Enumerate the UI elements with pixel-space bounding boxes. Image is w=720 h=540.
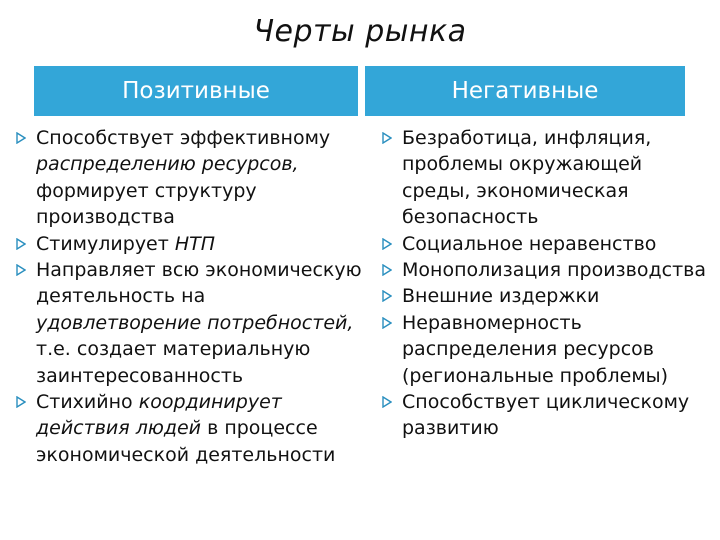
negative-item — [380, 231, 716, 257]
positive-header: Позитивные — [34, 66, 358, 116]
positive-item — [14, 389, 364, 468]
positive-item-text: Направляет всю экономическую деятельность на — [36, 259, 362, 308]
positive-list — [14, 125, 364, 468]
negative-item — [380, 389, 716, 442]
positive-item — [14, 125, 364, 231]
triangle-bullet-icon — [382, 283, 396, 309]
positive-item-text: формирует структуру производства — [36, 179, 257, 229]
triangle-bullet-icon — [382, 389, 396, 415]
negative-item-text: Безработица, инфляция, проблемы окружающей среды, экономическая безопасность — [402, 127, 652, 229]
positive-item-text: Стимулирует — [36, 232, 169, 255]
positive-item-italic: распределению ресурсов, — [36, 153, 299, 176]
positive-item-text: Способствует эффективному — [36, 127, 331, 149]
negative-item-text: Социальное неравенство — [402, 232, 657, 255]
negative-item-text: Неравномерность распределения ресурсов (региональные проблемы) — [402, 311, 669, 387]
positive-item-text: в процессе экономической деятельности — [36, 417, 336, 466]
negative-item — [380, 257, 716, 283]
positive-item-italic: НТП — [174, 232, 216, 255]
positive-item — [14, 257, 364, 389]
negative-item-text: Способствует циклическому развитию — [402, 391, 690, 440]
negative-item-text: Внешние издержки — [402, 285, 600, 308]
negative-header: Негативные — [365, 66, 685, 116]
positive-item-text: т.е. создает материальную заинтересованность — [36, 338, 311, 387]
triangle-bullet-icon — [16, 257, 30, 283]
positive-item-text: Стихийно — [36, 391, 133, 414]
triangle-bullet-icon — [16, 231, 30, 257]
triangle-bullet-icon — [382, 125, 396, 151]
negative-item — [380, 283, 716, 309]
triangle-bullet-icon — [16, 125, 30, 151]
positive-item-italic: координирует действия людей — [36, 391, 282, 440]
triangle-bullet-icon — [382, 310, 396, 336]
positive-item — [14, 231, 364, 257]
triangle-bullet-icon — [382, 257, 396, 283]
negative-item-text: Монополизация производства — [402, 259, 706, 282]
triangle-bullet-icon — [16, 389, 30, 415]
positive-item-italic: удовлетворение потребностей, — [36, 311, 354, 334]
slide-title: Черты рынка — [253, 14, 467, 49]
triangle-bullet-icon — [382, 231, 396, 257]
negative-item — [380, 310, 716, 389]
negative-list — [380, 125, 716, 442]
negative-item — [380, 125, 716, 231]
